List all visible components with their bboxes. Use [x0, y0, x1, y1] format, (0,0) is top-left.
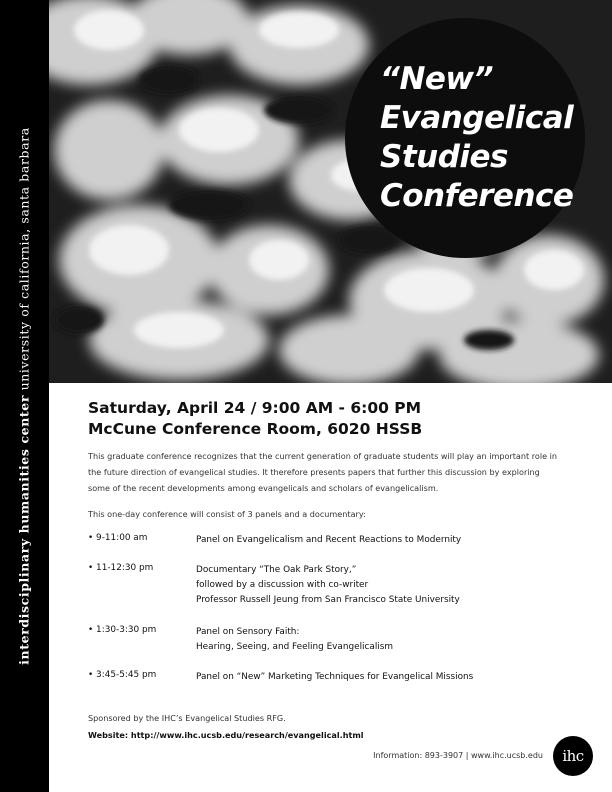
schedule-line: followed by a discussion with co-writer — [196, 580, 369, 590]
website-link[interactable]: Website: http://www.ihc.ucsb.edu/research/evangelical.html — [88, 730, 364, 740]
conference-title — [380, 60, 573, 216]
title-line: Conference — [380, 178, 574, 214]
sponsor-text: Sponsored by the IHC’s Evangelical Studies RFG. — [88, 713, 286, 723]
schedule-line: Panel on Evangelicalism and Recent Reactions to Modernity — [196, 535, 462, 545]
event-description: This graduate conference recognizes that the current generation of graduate students will play an important role in the future direction of evangelical studies. It therefore presents papers that further this discussion by exploring some of the recent developments among evangelicals and scholars of evangelicalism. — [88, 451, 558, 493]
title-line: Studies — [380, 139, 509, 175]
title-line: Evangelical — [380, 100, 574, 136]
event-date-time: Saturday, April 24 / 9:00 AM - 6:00 PM — [88, 399, 422, 417]
schedule-description — [196, 563, 460, 608]
schedule-description — [196, 533, 461, 548]
event-details — [88, 398, 558, 522]
schedule-description — [196, 670, 473, 685]
sidebar-university: university of california, santa barbara — [16, 127, 32, 391]
sidebar-org-name: interdisciplinary humanities center — [16, 394, 32, 665]
ihc-logo: ihc — [553, 736, 593, 776]
schedule-line: Hearing, Seeing, and Feeling Evangelicalism — [196, 642, 394, 652]
title-line: “New” — [380, 61, 494, 97]
schedule-time: • 9-11:00 am — [88, 533, 148, 543]
schedule-time: • 1:30-3:30 pm — [88, 625, 157, 635]
event-location: McCune Conference Room, 6020 HSSB — [88, 420, 423, 438]
schedule-line: Professor Russell Jeung from San Francisco State University — [196, 595, 460, 605]
schedule-time: • 11-12:30 pm — [88, 563, 154, 573]
schedule-line: Panel on “New” Marketing Techniques for Evangelical Missions — [196, 672, 474, 682]
schedule-description — [196, 625, 393, 655]
schedule-line: Panel on Sensory Faith: — [196, 627, 300, 637]
schedule-time: • 3:45-5:45 pm — [88, 670, 157, 680]
sidebar-org-text — [17, 127, 32, 665]
sidebar — [0, 0, 49, 792]
contact-info: Information: 893-3907 | www.ihc.ucsb.edu — [373, 751, 543, 760]
schedule-intro: This one-day conference will consist of 3 panels and a documentary: — [88, 509, 366, 519]
schedule-line: Documentary “The Oak Park Story,” — [196, 565, 357, 575]
